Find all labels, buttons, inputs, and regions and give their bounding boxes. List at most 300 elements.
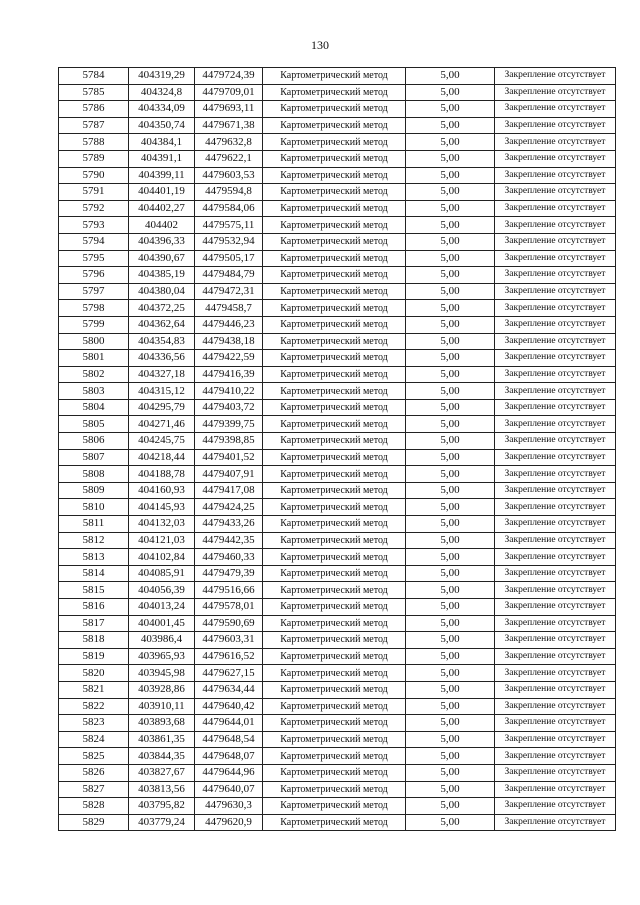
fixing-cell: Закрепление отсутствует — [495, 499, 616, 516]
x-coordinate-cell: 404188,78 — [129, 466, 195, 483]
point-number-cell: 5790 — [59, 167, 129, 184]
fixing-cell: Закрепление отсутствует — [495, 333, 616, 350]
method-cell: Картометрический метод — [263, 599, 406, 616]
fixing-cell: Закрепление отсутствует — [495, 217, 616, 234]
accuracy-cell: 5,00 — [406, 233, 495, 250]
table-row — [59, 516, 616, 533]
accuracy-cell: 5,00 — [406, 283, 495, 300]
method-cell: Картометрический метод — [263, 632, 406, 649]
accuracy-cell: 5,00 — [406, 150, 495, 167]
method-cell: Картометрический метод — [263, 267, 406, 284]
fixing-cell: Закрепление отсутствует — [495, 582, 616, 599]
table-row — [59, 681, 616, 698]
accuracy-cell: 5,00 — [406, 184, 495, 201]
method-cell: Картометрический метод — [263, 698, 406, 715]
table-row — [59, 283, 616, 300]
table-row — [59, 68, 616, 85]
fixing-cell: Закрепление отсутствует — [495, 267, 616, 284]
table-row — [59, 433, 616, 450]
table-row — [59, 350, 616, 367]
method-cell: Картометрический метод — [263, 117, 406, 134]
method-cell: Картометрический метод — [263, 681, 406, 698]
x-coordinate-cell: 404102,84 — [129, 549, 195, 566]
x-coordinate-cell: 404327,18 — [129, 366, 195, 383]
accuracy-cell: 5,00 — [406, 267, 495, 284]
fixing-cell: Закрепление отсутствует — [495, 565, 616, 582]
accuracy-cell: 5,00 — [406, 499, 495, 516]
accuracy-cell: 5,00 — [406, 117, 495, 134]
accuracy-cell: 5,00 — [406, 134, 495, 151]
point-number-cell: 5827 — [59, 781, 129, 798]
method-cell: Картометрический метод — [263, 134, 406, 151]
x-coordinate-cell: 404315,12 — [129, 383, 195, 400]
fixing-cell: Закрепление отсутствует — [495, 167, 616, 184]
point-number-cell: 5822 — [59, 698, 129, 715]
table-row — [59, 101, 616, 118]
x-coordinate-cell: 403813,56 — [129, 781, 195, 798]
x-coordinate-cell: 404013,24 — [129, 599, 195, 616]
point-number-cell: 5784 — [59, 68, 129, 85]
method-cell: Картометрический метод — [263, 399, 406, 416]
table-row — [59, 84, 616, 101]
y-coordinate-cell: 4479603,53 — [195, 167, 263, 184]
point-number-cell: 5810 — [59, 499, 129, 516]
method-cell: Картометрический метод — [263, 333, 406, 350]
method-cell: Картометрический метод — [263, 283, 406, 300]
accuracy-cell: 5,00 — [406, 798, 495, 815]
table-row — [59, 399, 616, 416]
x-coordinate-cell: 404380,04 — [129, 283, 195, 300]
point-number-cell: 5805 — [59, 416, 129, 433]
point-number-cell: 5796 — [59, 267, 129, 284]
point-number-cell: 5801 — [59, 350, 129, 367]
method-cell: Картометрический метод — [263, 350, 406, 367]
fixing-cell: Закрепление отсутствует — [495, 68, 616, 85]
method-cell: Картометрический метод — [263, 84, 406, 101]
y-coordinate-cell: 4479479,39 — [195, 565, 263, 582]
method-cell: Картометрический метод — [263, 482, 406, 499]
method-cell: Картометрический метод — [263, 615, 406, 632]
y-coordinate-cell: 4479484,79 — [195, 267, 263, 284]
y-coordinate-cell: 4479417,08 — [195, 482, 263, 499]
point-number-cell: 5788 — [59, 134, 129, 151]
table-body — [59, 68, 616, 831]
y-coordinate-cell: 4479422,59 — [195, 350, 263, 367]
point-number-cell: 5814 — [59, 565, 129, 582]
accuracy-cell: 5,00 — [406, 416, 495, 433]
y-coordinate-cell: 4479407,91 — [195, 466, 263, 483]
method-cell: Картометрический метод — [263, 748, 406, 765]
table-row — [59, 764, 616, 781]
y-coordinate-cell: 4479620,9 — [195, 814, 263, 831]
table-row — [59, 333, 616, 350]
fixing-cell: Закрепление отсутствует — [495, 731, 616, 748]
fixing-cell: Закрепление отсутствует — [495, 532, 616, 549]
x-coordinate-cell: 403965,93 — [129, 648, 195, 665]
fixing-cell: Закрепление отсутствует — [495, 781, 616, 798]
fixing-cell: Закрепление отсутствует — [495, 599, 616, 616]
table-row — [59, 300, 616, 317]
y-coordinate-cell: 4479438,18 — [195, 333, 263, 350]
table-row — [59, 217, 616, 234]
fixing-cell: Закрепление отсутствует — [495, 814, 616, 831]
fixing-cell: Закрепление отсутствует — [495, 300, 616, 317]
fixing-cell: Закрепление отсутствует — [495, 416, 616, 433]
x-coordinate-cell: 404362,64 — [129, 316, 195, 333]
point-number-cell: 5797 — [59, 283, 129, 300]
accuracy-cell: 5,00 — [406, 217, 495, 234]
method-cell: Картометрический метод — [263, 449, 406, 466]
fixing-cell: Закрепление отсутствует — [495, 681, 616, 698]
accuracy-cell: 5,00 — [406, 764, 495, 781]
x-coordinate-cell: 404085,91 — [129, 565, 195, 582]
x-coordinate-cell: 403945,98 — [129, 665, 195, 682]
x-coordinate-cell: 404350,74 — [129, 117, 195, 134]
fixing-cell: Закрепление отсутствует — [495, 764, 616, 781]
point-number-cell: 5785 — [59, 84, 129, 101]
y-coordinate-cell: 4479442,35 — [195, 532, 263, 549]
fixing-cell: Закрепление отсутствует — [495, 250, 616, 267]
table-row — [59, 698, 616, 715]
table-row — [59, 316, 616, 333]
method-cell: Картометрический метод — [263, 433, 406, 450]
y-coordinate-cell: 4479709,01 — [195, 84, 263, 101]
table-row — [59, 748, 616, 765]
x-coordinate-cell: 404001,45 — [129, 615, 195, 632]
y-coordinate-cell: 4479401,52 — [195, 449, 263, 466]
table-row — [59, 814, 616, 831]
accuracy-cell: 5,00 — [406, 632, 495, 649]
x-coordinate-cell: 404354,83 — [129, 333, 195, 350]
table-row — [59, 233, 616, 250]
x-coordinate-cell: 404402,27 — [129, 200, 195, 217]
y-coordinate-cell: 4479671,38 — [195, 117, 263, 134]
table-row — [59, 449, 616, 466]
fixing-cell: Закрепление отсутствует — [495, 715, 616, 732]
accuracy-cell: 5,00 — [406, 599, 495, 616]
fixing-cell: Закрепление отсутствует — [495, 698, 616, 715]
fixing-cell: Закрепление отсутствует — [495, 184, 616, 201]
table-row — [59, 383, 616, 400]
fixing-cell: Закрепление отсутствует — [495, 648, 616, 665]
method-cell: Картометрический метод — [263, 383, 406, 400]
y-coordinate-cell: 4479693,11 — [195, 101, 263, 118]
method-cell: Картометрический метод — [263, 233, 406, 250]
method-cell: Картометрический метод — [263, 416, 406, 433]
method-cell: Картометрический метод — [263, 731, 406, 748]
x-coordinate-cell: 404324,8 — [129, 84, 195, 101]
accuracy-cell: 5,00 — [406, 167, 495, 184]
accuracy-cell: 5,00 — [406, 648, 495, 665]
point-number-cell: 5815 — [59, 582, 129, 599]
table-row — [59, 134, 616, 151]
method-cell: Картометрический метод — [263, 466, 406, 483]
fixing-cell: Закрепление отсутствует — [495, 615, 616, 632]
y-coordinate-cell: 4479505,17 — [195, 250, 263, 267]
y-coordinate-cell: 4479632,8 — [195, 134, 263, 151]
table-row — [59, 715, 616, 732]
y-coordinate-cell: 4479399,75 — [195, 416, 263, 433]
method-cell: Картометрический метод — [263, 665, 406, 682]
method-cell: Картометрический метод — [263, 582, 406, 599]
x-coordinate-cell: 404391,1 — [129, 150, 195, 167]
table-row — [59, 615, 616, 632]
accuracy-cell: 5,00 — [406, 532, 495, 549]
accuracy-cell: 5,00 — [406, 814, 495, 831]
x-coordinate-cell: 404319,29 — [129, 68, 195, 85]
accuracy-cell: 5,00 — [406, 466, 495, 483]
method-cell: Картометрический метод — [263, 250, 406, 267]
y-coordinate-cell: 4479622,1 — [195, 150, 263, 167]
method-cell: Картометрический метод — [263, 150, 406, 167]
fixing-cell: Закрепление отсутствует — [495, 632, 616, 649]
point-number-cell: 5811 — [59, 516, 129, 533]
point-number-cell: 5800 — [59, 333, 129, 350]
accuracy-cell: 5,00 — [406, 565, 495, 582]
method-cell: Картометрический метод — [263, 565, 406, 582]
method-cell: Картометрический метод — [263, 316, 406, 333]
method-cell: Картометрический метод — [263, 200, 406, 217]
point-number-cell: 5809 — [59, 482, 129, 499]
x-coordinate-cell: 404334,09 — [129, 101, 195, 118]
y-coordinate-cell: 4479644,01 — [195, 715, 263, 732]
fixing-cell: Закрепление отсутствует — [495, 383, 616, 400]
fixing-cell: Закрепление отсутствует — [495, 748, 616, 765]
accuracy-cell: 5,00 — [406, 300, 495, 317]
table-row — [59, 665, 616, 682]
x-coordinate-cell: 404402 — [129, 217, 195, 234]
point-number-cell: 5804 — [59, 399, 129, 416]
point-number-cell: 5786 — [59, 101, 129, 118]
fixing-cell: Закрепление отсутствует — [495, 350, 616, 367]
x-coordinate-cell: 404145,93 — [129, 499, 195, 516]
method-cell: Картометрический метод — [263, 499, 406, 516]
fixing-cell: Закрепление отсутствует — [495, 101, 616, 118]
accuracy-cell: 5,00 — [406, 433, 495, 450]
y-coordinate-cell: 4479724,39 — [195, 68, 263, 85]
method-cell: Картометрический метод — [263, 184, 406, 201]
table-row — [59, 366, 616, 383]
point-number-cell: 5828 — [59, 798, 129, 815]
table-row — [59, 466, 616, 483]
y-coordinate-cell: 4479644,96 — [195, 764, 263, 781]
fixing-cell: Закрепление отсутствует — [495, 283, 616, 300]
y-coordinate-cell: 4479616,52 — [195, 648, 263, 665]
accuracy-cell: 5,00 — [406, 715, 495, 732]
point-number-cell: 5787 — [59, 117, 129, 134]
accuracy-cell: 5,00 — [406, 84, 495, 101]
accuracy-cell: 5,00 — [406, 681, 495, 698]
accuracy-cell: 5,00 — [406, 549, 495, 566]
accuracy-cell: 5,00 — [406, 383, 495, 400]
method-cell: Картометрический метод — [263, 781, 406, 798]
point-number-cell: 5795 — [59, 250, 129, 267]
point-number-cell: 5823 — [59, 715, 129, 732]
point-number-cell: 5808 — [59, 466, 129, 483]
method-cell: Картометрический метод — [263, 516, 406, 533]
accuracy-cell: 5,00 — [406, 615, 495, 632]
accuracy-cell: 5,00 — [406, 731, 495, 748]
x-coordinate-cell: 404384,1 — [129, 134, 195, 151]
x-coordinate-cell: 403910,11 — [129, 698, 195, 715]
table-row — [59, 798, 616, 815]
x-coordinate-cell: 404399,11 — [129, 167, 195, 184]
y-coordinate-cell: 4479627,15 — [195, 665, 263, 682]
accuracy-cell: 5,00 — [406, 698, 495, 715]
accuracy-cell: 5,00 — [406, 516, 495, 533]
x-coordinate-cell: 403861,35 — [129, 731, 195, 748]
fixing-cell: Закрепление отсутствует — [495, 84, 616, 101]
fixing-cell: Закрепление отсутствует — [495, 466, 616, 483]
method-cell: Картометрический метод — [263, 532, 406, 549]
accuracy-cell: 5,00 — [406, 781, 495, 798]
y-coordinate-cell: 4479460,33 — [195, 549, 263, 566]
table-row — [59, 532, 616, 549]
fixing-cell: Закрепление отсутствует — [495, 134, 616, 151]
table-row — [59, 565, 616, 582]
accuracy-cell: 5,00 — [406, 350, 495, 367]
point-number-cell: 5817 — [59, 615, 129, 632]
fixing-cell: Закрепление отсутствует — [495, 482, 616, 499]
accuracy-cell: 5,00 — [406, 101, 495, 118]
fixing-cell: Закрепление отсутствует — [495, 665, 616, 682]
point-number-cell: 5792 — [59, 200, 129, 217]
x-coordinate-cell: 404121,03 — [129, 532, 195, 549]
table-row — [59, 731, 616, 748]
table-row — [59, 150, 616, 167]
accuracy-cell: 5,00 — [406, 748, 495, 765]
y-coordinate-cell: 4479458,7 — [195, 300, 263, 317]
table-row — [59, 267, 616, 284]
point-number-cell: 5812 — [59, 532, 129, 549]
x-coordinate-cell: 404218,44 — [129, 449, 195, 466]
method-cell: Картометрический метод — [263, 648, 406, 665]
point-number-cell: 5794 — [59, 233, 129, 250]
y-coordinate-cell: 4479648,07 — [195, 748, 263, 765]
fixing-cell: Закрепление отсутствует — [495, 449, 616, 466]
x-coordinate-cell: 404245,75 — [129, 433, 195, 450]
method-cell: Картометрический метод — [263, 366, 406, 383]
point-number-cell: 5821 — [59, 681, 129, 698]
x-coordinate-cell: 404372,25 — [129, 300, 195, 317]
y-coordinate-cell: 4479516,66 — [195, 582, 263, 599]
table-row — [59, 117, 616, 134]
point-number-cell: 5824 — [59, 731, 129, 748]
point-number-cell: 5802 — [59, 366, 129, 383]
table-row — [59, 499, 616, 516]
fixing-cell: Закрепление отсутствует — [495, 433, 616, 450]
y-coordinate-cell: 4479640,07 — [195, 781, 263, 798]
table-row — [59, 648, 616, 665]
y-coordinate-cell: 4479472,31 — [195, 283, 263, 300]
fixing-cell: Закрепление отсутствует — [495, 150, 616, 167]
point-number-cell: 5816 — [59, 599, 129, 616]
x-coordinate-cell: 404401,19 — [129, 184, 195, 201]
point-number-cell: 5826 — [59, 764, 129, 781]
y-coordinate-cell: 4479634,44 — [195, 681, 263, 698]
point-number-cell: 5829 — [59, 814, 129, 831]
fixing-cell: Закрепление отсутствует — [495, 399, 616, 416]
y-coordinate-cell: 4479648,54 — [195, 731, 263, 748]
method-cell: Картометрический метод — [263, 167, 406, 184]
y-coordinate-cell: 4479446,23 — [195, 316, 263, 333]
y-coordinate-cell: 4479640,42 — [195, 698, 263, 715]
accuracy-cell: 5,00 — [406, 399, 495, 416]
method-cell: Картометрический метод — [263, 101, 406, 118]
method-cell: Картометрический метод — [263, 798, 406, 815]
table-row — [59, 549, 616, 566]
accuracy-cell: 5,00 — [406, 449, 495, 466]
table-row — [59, 781, 616, 798]
y-coordinate-cell: 4479410,22 — [195, 383, 263, 400]
table-row — [59, 250, 616, 267]
accuracy-cell: 5,00 — [406, 665, 495, 682]
x-coordinate-cell: 403928,86 — [129, 681, 195, 698]
x-coordinate-cell: 403844,35 — [129, 748, 195, 765]
accuracy-cell: 5,00 — [406, 366, 495, 383]
fixing-cell: Закрепление отсутствует — [495, 366, 616, 383]
y-coordinate-cell: 4479403,72 — [195, 399, 263, 416]
method-cell: Картометрический метод — [263, 764, 406, 781]
accuracy-cell: 5,00 — [406, 482, 495, 499]
method-cell: Картометрический метод — [263, 549, 406, 566]
x-coordinate-cell: 404132,03 — [129, 516, 195, 533]
y-coordinate-cell: 4479575,11 — [195, 217, 263, 234]
table-row — [59, 599, 616, 616]
accuracy-cell: 5,00 — [406, 333, 495, 350]
x-coordinate-cell: 404390,67 — [129, 250, 195, 267]
y-coordinate-cell: 4479416,39 — [195, 366, 263, 383]
point-number-cell: 5793 — [59, 217, 129, 234]
table-row — [59, 167, 616, 184]
x-coordinate-cell: 403986,4 — [129, 632, 195, 649]
x-coordinate-cell: 404385,19 — [129, 267, 195, 284]
x-coordinate-cell: 403893,68 — [129, 715, 195, 732]
point-number-cell: 5818 — [59, 632, 129, 649]
point-number-cell: 5819 — [59, 648, 129, 665]
point-number-cell: 5806 — [59, 433, 129, 450]
x-coordinate-cell: 404160,93 — [129, 482, 195, 499]
method-cell: Картометрический метод — [263, 68, 406, 85]
table-row — [59, 482, 616, 499]
y-coordinate-cell: 4479630,3 — [195, 798, 263, 815]
table-row — [59, 184, 616, 201]
x-coordinate-cell: 403827,67 — [129, 764, 195, 781]
fixing-cell: Закрепление отсутствует — [495, 117, 616, 134]
accuracy-cell: 5,00 — [406, 250, 495, 267]
fixing-cell: Закрепление отсутствует — [495, 549, 616, 566]
fixing-cell: Закрепление отсутствует — [495, 233, 616, 250]
fixing-cell: Закрепление отсутствует — [495, 516, 616, 533]
x-coordinate-cell: 403779,24 — [129, 814, 195, 831]
y-coordinate-cell: 4479578,01 — [195, 599, 263, 616]
y-coordinate-cell: 4479584,06 — [195, 200, 263, 217]
method-cell: Картометрический метод — [263, 715, 406, 732]
fixing-cell: Закрепление отсутствует — [495, 200, 616, 217]
y-coordinate-cell: 4479424,25 — [195, 499, 263, 516]
y-coordinate-cell: 4479433,26 — [195, 516, 263, 533]
table-row — [59, 582, 616, 599]
method-cell: Картометрический метод — [263, 217, 406, 234]
point-number-cell: 5803 — [59, 383, 129, 400]
point-number-cell: 5791 — [59, 184, 129, 201]
point-number-cell: 5789 — [59, 150, 129, 167]
y-coordinate-cell: 4479532,94 — [195, 233, 263, 250]
coordinates-table — [58, 67, 616, 831]
x-coordinate-cell: 404056,39 — [129, 582, 195, 599]
page-number: 130 — [311, 38, 329, 52]
point-number-cell: 5807 — [59, 449, 129, 466]
